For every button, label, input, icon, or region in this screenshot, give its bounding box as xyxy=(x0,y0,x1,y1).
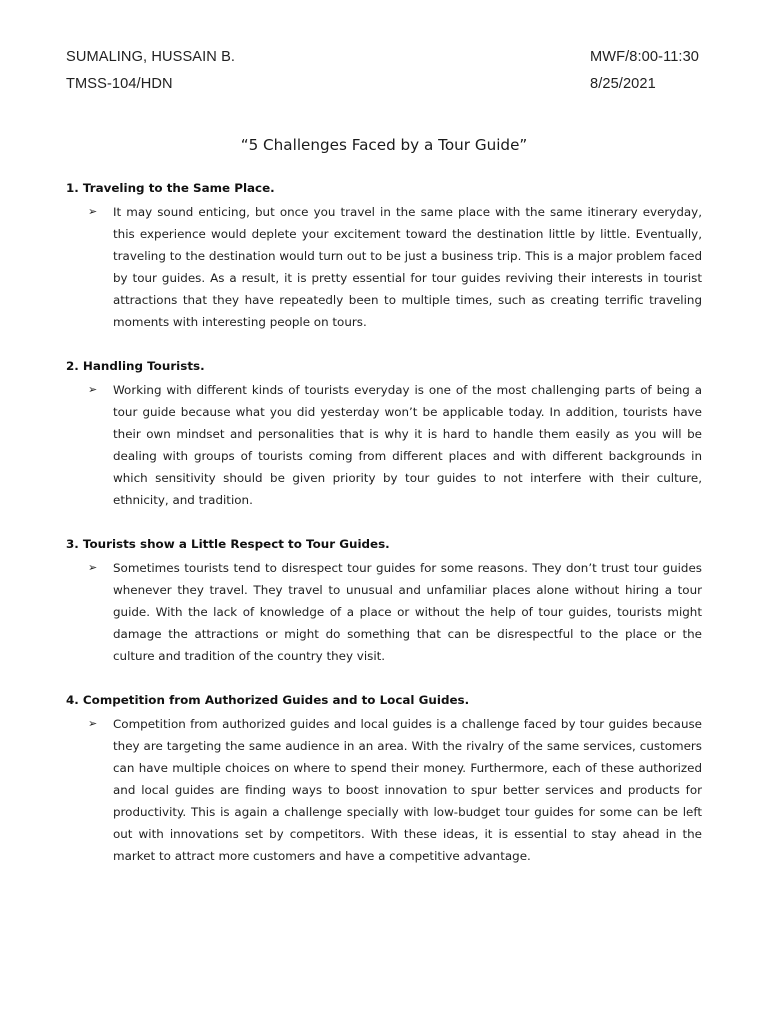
student-name: SUMALING, HUSSAIN B. xyxy=(66,49,236,65)
course-code: TMSS-104/HDN xyxy=(66,76,173,92)
bullet-item xyxy=(66,201,702,333)
arrow-bullet-icon: ➢ xyxy=(88,383,98,396)
arrow-bullet-icon: ➢ xyxy=(88,717,98,730)
bullet-item xyxy=(66,379,702,511)
section-heading: 3. Tourists show a Little Respect to Tour Guides. xyxy=(66,537,390,551)
section-heading: 4. Competition from Authorized Guides and to Local Guides. xyxy=(66,693,470,707)
section-heading: 2. Handling Tourists. xyxy=(66,359,205,373)
bullet-text: Sometimes tourists tend to disrespect tour guides for some reasons. They don’t trust tour guides whenever they travel. They travel to unusual and unfamiliar places alone without hiring a tour guide. With the lack of knowledge of a place or without the help of tour guides, tourists might damage the attractions or might do something that can be disrespectful to the place or the culture and tradition of the country they visit. xyxy=(113,561,702,663)
header-row-2 xyxy=(66,71,702,98)
section-1 xyxy=(66,180,702,333)
arrow-bullet-icon: ➢ xyxy=(88,205,98,218)
document-date: 8/25/2021 xyxy=(590,76,656,92)
section-4 xyxy=(66,692,702,867)
bullet-text: Competition from authorized guides and local guides is a challenge faced by tour guides because they are targeting the same audience in an area. With the rivalry of the same services, customers can have multiple choices on where to spend their money. Furthermore, each of these authorized and local guides are finding ways to boost innovation to spur better services and products for productivity. This is again a challenge specially with low-budget tour guides for some can be left out with innovations set by competitors. With these ideas, it is essential to stay ahead in the market to attract more customers and have a competitive advantage. xyxy=(113,717,702,863)
header-row-1 xyxy=(66,44,702,71)
bullet-item xyxy=(66,713,702,867)
section-heading: 1. Traveling to the Same Place. xyxy=(66,181,275,195)
bullet-item xyxy=(66,557,702,667)
sections-list xyxy=(66,180,702,867)
document-header xyxy=(66,44,702,98)
arrow-bullet-icon: ➢ xyxy=(88,561,98,574)
section-3 xyxy=(66,536,702,667)
bullet-text: It may sound enticing, but once you travel in the same place with the same itinerary everyday, this experience would deplete your excitement toward the destination little by little. Eventually, traveling to the destination would turn out to be just a business trip. This is a major problem faced by tour guides. As a result, it is pretty essential for tour guides reviving their interests in tourist attractions that they have repeatedly been to multiple times, such as creating terrific traveling moments with interesting people on tours. xyxy=(113,205,702,329)
section-2 xyxy=(66,358,702,511)
document-title: “5 Challenges Faced by a Tour Guide” xyxy=(240,136,528,154)
class-schedule: MWF/8:00-11:30 xyxy=(590,49,699,65)
bullet-text: Working with different kinds of tourists everyday is one of the most challenging parts of being a tour guide because what you did yesterday won’t be applicable today. In addition, tourists have their own mindset and personalities that is why it is hard to handle them easily as you will be dealing with groups of tourists coming from different places and with different backgrounds in which sensitivity should be given priority by tour guides to not interfere with their culture, ethnicity, and tradition. xyxy=(113,383,702,507)
